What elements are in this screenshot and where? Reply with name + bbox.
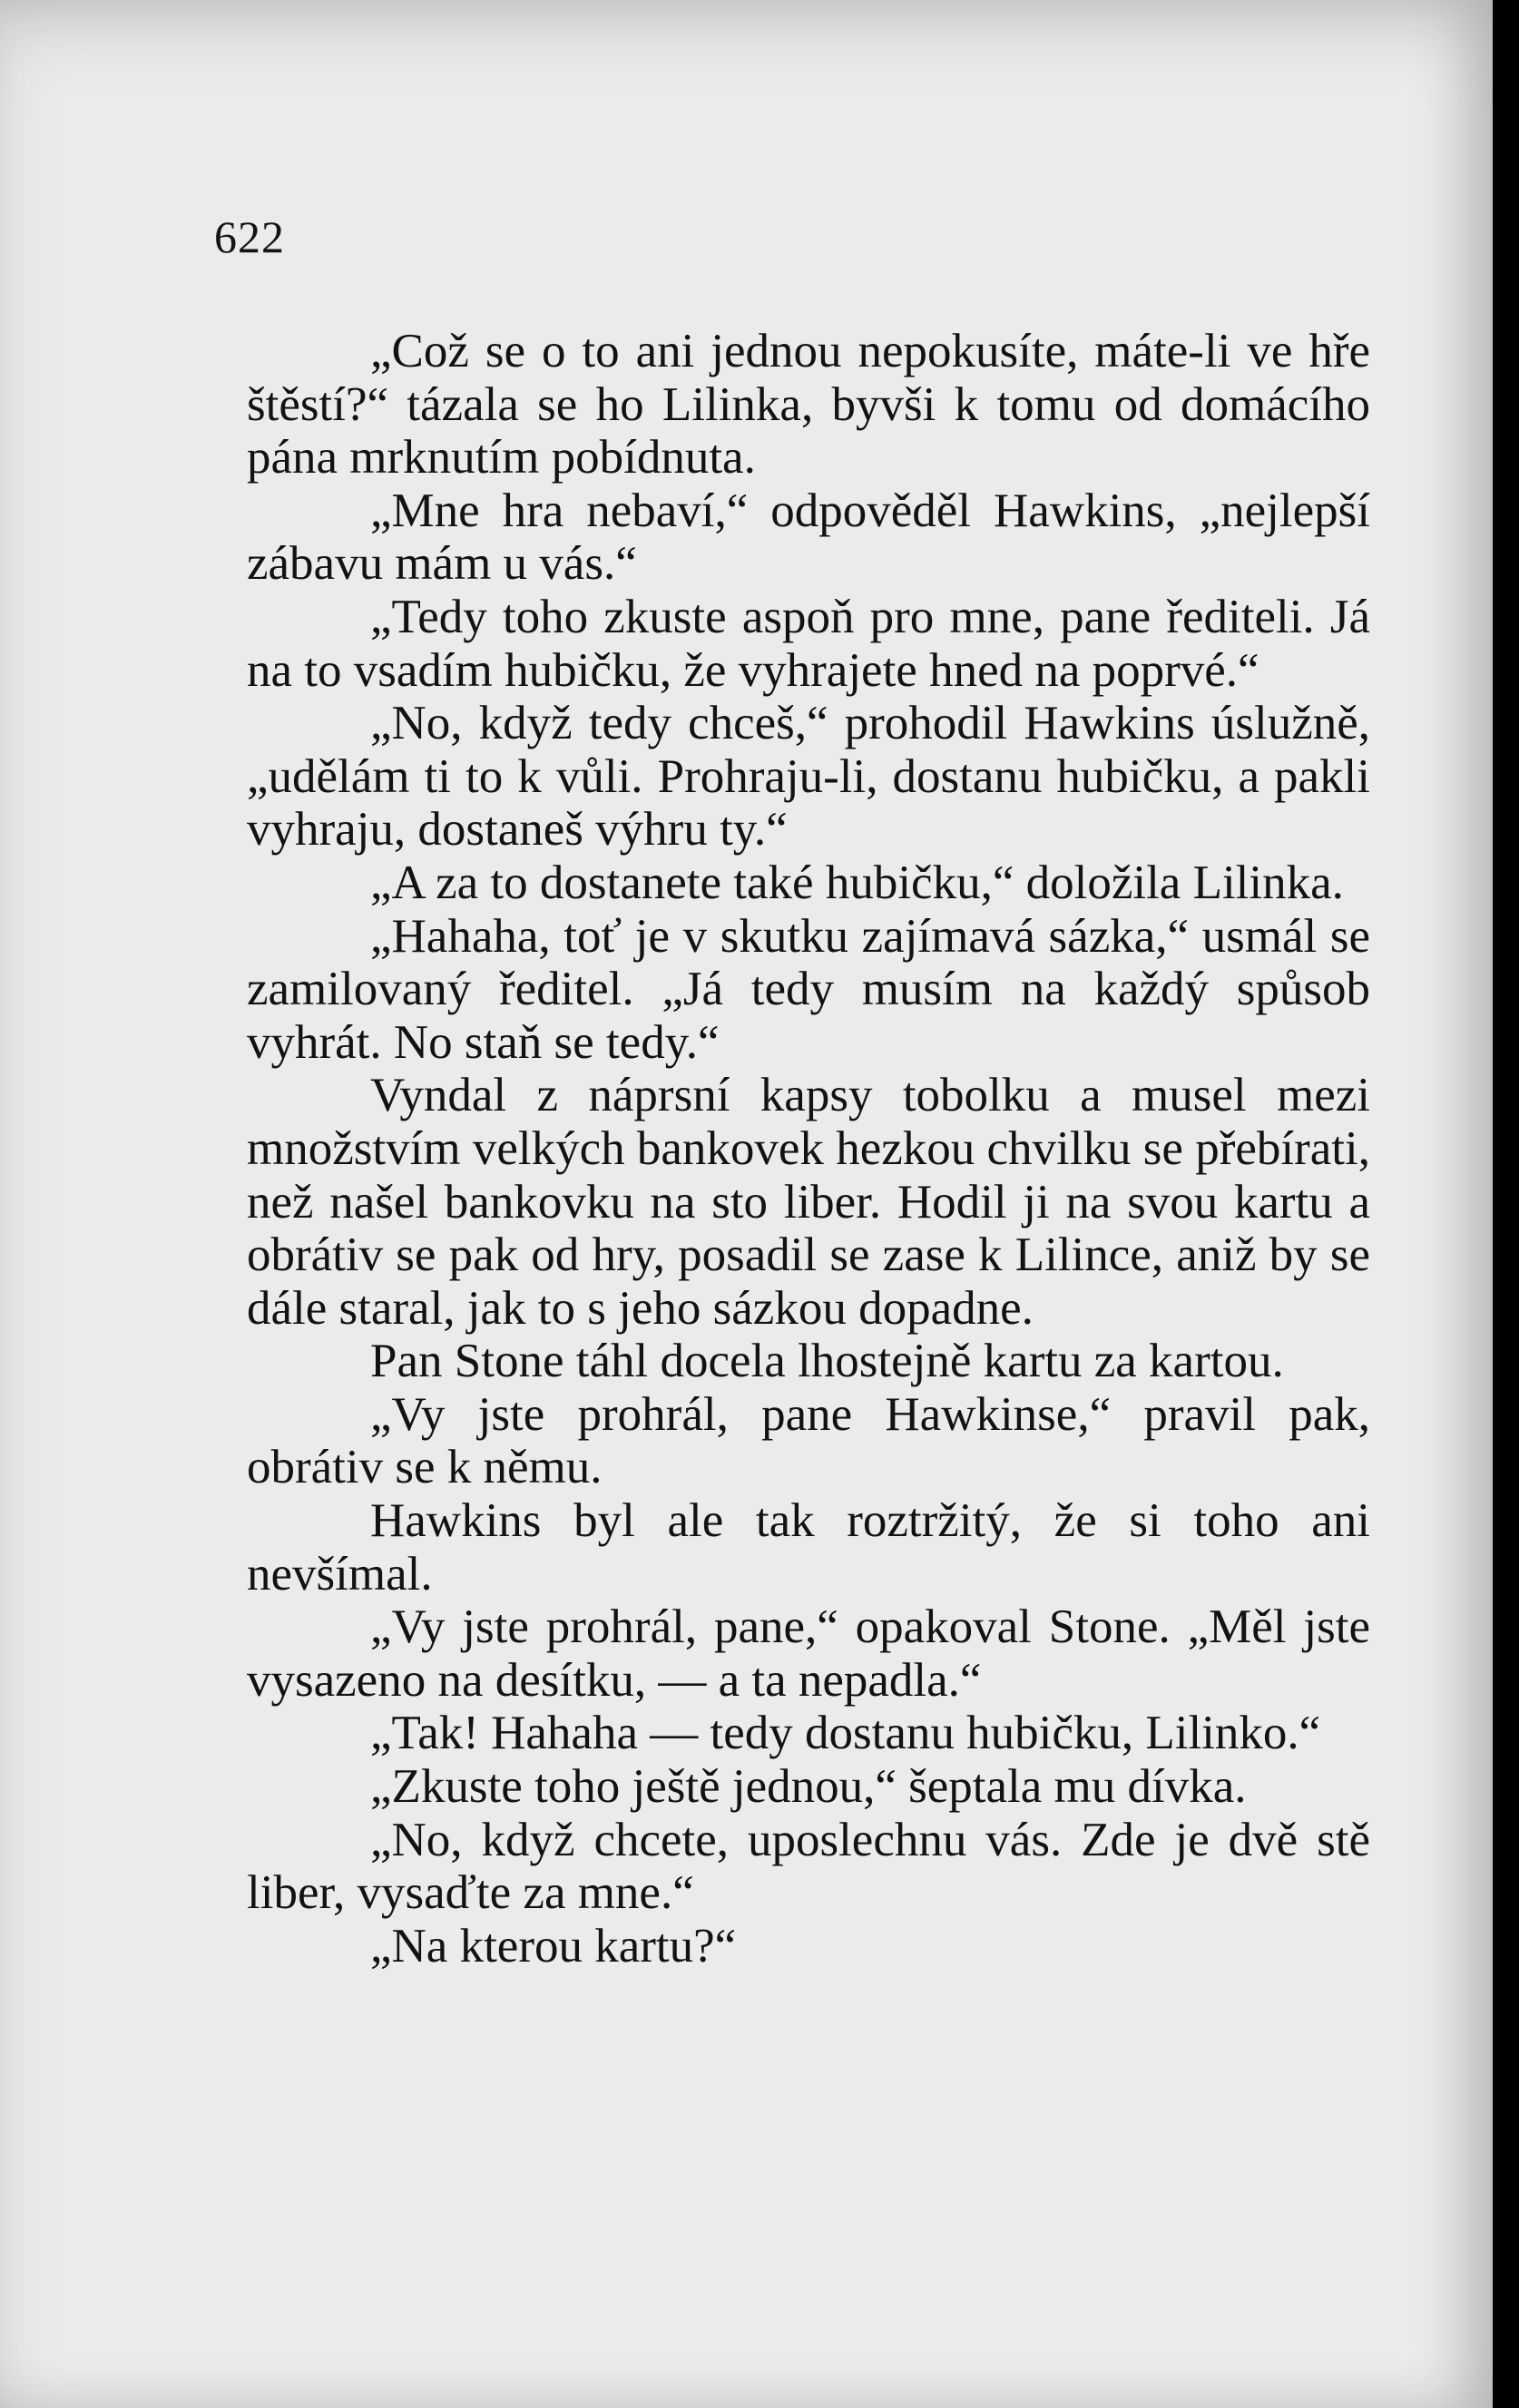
paragraph: „Hahaha, toť je v skutku zajímavá sázka,“ usmál se zamilovaný ředitel. „Já tedy musím na každý spůsob vyhrát. No staň se tedy.“ bbox=[247, 909, 1370, 1069]
paragraph: „Vy jste prohrál, pane,“ opakoval Stone. „Měl jste vysazeno na desítku, — a ta nepadla.“ bbox=[247, 1600, 1370, 1707]
page-number: 622 bbox=[214, 211, 285, 262]
paragraph: Vyndal z náprsní kapsy tobolku a musel mezi množstvím velkých bankovek hezkou chvilku se přebírati, než našel bankovku na sto liber. Hodil ji na svou kartu a obrátiv se pak od hry, posadil se zase k Lilince, aniž by se dále staral, jak to s jeho sázkou dopadne. bbox=[247, 1069, 1370, 1335]
paragraph: „Vy jste prohrál, pane Hawkinse,“ pravil pak, obrátiv se k němu. bbox=[247, 1387, 1370, 1494]
paragraph: „Na kterou kartu?“ bbox=[370, 1919, 737, 1972]
paragraph: „Tedy toho zkuste aspoň pro mne, pane řediteli. Já na to vsadím hubičku, že vyhrajete hned na poprvé.“ bbox=[247, 590, 1370, 697]
paragraph: „Zkuste toho ještě jednou,“ šeptala mu dívka. bbox=[370, 1760, 1247, 1814]
body-text bbox=[247, 325, 1370, 1972]
paragraph: „No, když tedy chceš,“ prohodil Hawkins úslužně, „udělám ti to k vůli. Prohraju-li, dostanu hubičku, a pakli vyhraju, dostaneš výhru ty.“ bbox=[247, 697, 1370, 857]
scan-edge bbox=[1493, 0, 1519, 2408]
paragraph: „Což se o to ani jednou nepokusíte, máte-li ve hře štěstí?“ tázala se ho Lilinka, byvši k tomu od domácího pána mrknutím pobídnuta. bbox=[247, 325, 1370, 485]
paragraph: Hawkins byl ale tak roztržitý, že si toho ani nevšímal. bbox=[247, 1494, 1370, 1600]
paragraph: „Mne hra nebaví,“ odpověděl Hawkins, „nejlepší zábavu mám u vás.“ bbox=[247, 484, 1370, 591]
paragraph: „No, když chcete, uposlechnu vás. Zde je dvě stě liber, vysaďte za mne.“ bbox=[247, 1813, 1370, 1920]
paragraph: „Tak! Hahaha — tedy dostanu hubičku, Lilinko.“ bbox=[370, 1707, 1321, 1760]
paragraph: Pan Stone táhl docela lhostejně kartu za kartou. bbox=[370, 1335, 1284, 1388]
paragraph: „A za to dostanete také hubičku,“ doložila Lilinka. bbox=[370, 856, 1344, 909]
